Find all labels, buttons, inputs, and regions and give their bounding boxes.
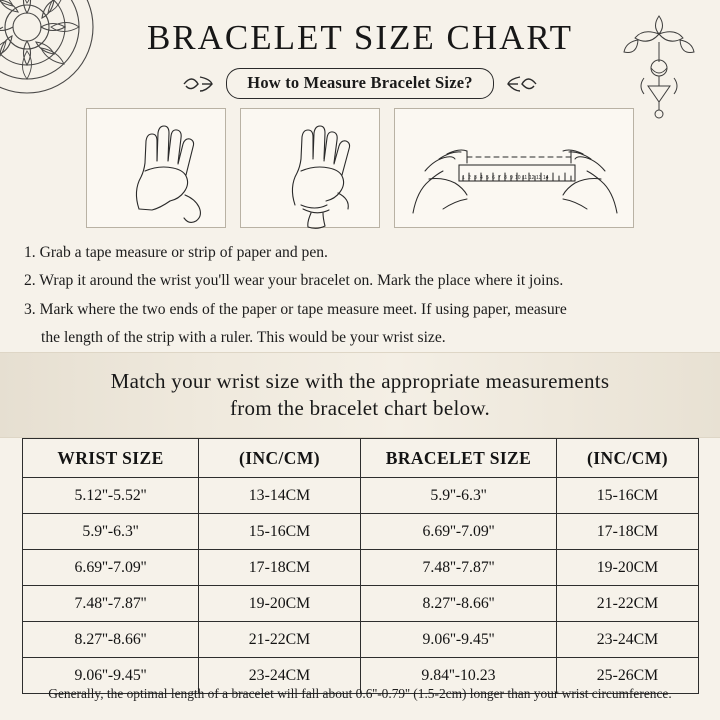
cell-bracelet-cm: 19-20CM bbox=[557, 550, 699, 586]
svg-text:12: 12 bbox=[529, 175, 535, 181]
step-2: 2. Wrap it around the wrist you'll wear your bracelet on. Mark the place where it joins. bbox=[24, 272, 564, 290]
banner-line-1: Match your wrist size with the appropriate measurements bbox=[110, 369, 610, 394]
cell-bracelet-cm: 17-18CM bbox=[557, 514, 699, 550]
banner-line-2: from the bracelet chart below. bbox=[229, 396, 491, 420]
cell-wrist-cm: 23-24CM bbox=[199, 658, 361, 694]
measure-steps bbox=[24, 240, 696, 353]
cell-wrist-cm: 21-22CM bbox=[199, 622, 361, 658]
cell-wrist-inch: 5.9''-6.3'' bbox=[23, 514, 199, 550]
cell-wrist-cm: 19-20CM bbox=[199, 586, 361, 622]
footer-note: Generally, the optimal length of a bracelet will fall about 0.6''-0.79'' (1.5-2cm) longer than your wrist circumference. bbox=[48, 686, 672, 701]
table-header-row bbox=[23, 439, 699, 478]
illustration-row bbox=[0, 108, 720, 228]
svg-text:2: 2 bbox=[468, 175, 471, 181]
cell-wrist-inch: 6.69''-7.09'' bbox=[23, 550, 199, 586]
cell-wrist-inch: 8.27''-8.66'' bbox=[23, 622, 199, 658]
flourish-right-icon bbox=[504, 73, 538, 95]
table-row bbox=[23, 586, 699, 622]
svg-text:14: 14 bbox=[543, 175, 549, 181]
cell-bracelet-cm: 21-22CM bbox=[557, 586, 699, 622]
svg-text:8: 8 bbox=[504, 175, 507, 181]
illustration-hands-measuring-with-ruler bbox=[394, 108, 634, 228]
flourish-left-icon bbox=[182, 73, 216, 95]
subtitle-row bbox=[0, 68, 720, 99]
size-table-wrapper bbox=[22, 438, 698, 694]
svg-text:5: 5 bbox=[486, 175, 489, 181]
table-row bbox=[23, 550, 699, 586]
match-banner bbox=[0, 352, 720, 438]
svg-text:4: 4 bbox=[480, 175, 483, 181]
svg-text:6: 6 bbox=[492, 175, 495, 181]
svg-text:3: 3 bbox=[474, 175, 477, 181]
header-wrist-units: (INC/CM) bbox=[199, 439, 361, 478]
cell-wrist-cm: 15-16CM bbox=[199, 514, 361, 550]
table-row bbox=[23, 478, 699, 514]
size-table bbox=[22, 438, 699, 694]
cell-bracelet-cm: 25-26CM bbox=[557, 658, 699, 694]
header-bracelet-size: BRACELET SIZE bbox=[361, 439, 557, 478]
cell-bracelet-inch: 8.27''-8.66'' bbox=[361, 586, 557, 622]
svg-text:9: 9 bbox=[510, 175, 513, 181]
svg-text:13: 13 bbox=[536, 175, 542, 181]
illustration-hand-with-tape-measure bbox=[86, 108, 226, 228]
table-row bbox=[23, 514, 699, 550]
svg-text:10: 10 bbox=[515, 175, 521, 181]
cell-bracelet-inch: 9.06''-9.45'' bbox=[361, 622, 557, 658]
svg-text:1: 1 bbox=[462, 175, 465, 181]
svg-text:7: 7 bbox=[498, 175, 501, 181]
cell-bracelet-inch: 7.48''-7.87'' bbox=[361, 550, 557, 586]
step-3-continued: the length of the strip with a ruler. This would be your wrist size. bbox=[41, 328, 446, 346]
cell-bracelet-cm: 15-16CM bbox=[557, 478, 699, 514]
header-wrist-size: WRIST SIZE bbox=[23, 439, 199, 478]
cell-bracelet-inch: 9.84''-10.23 bbox=[361, 658, 557, 694]
table-row bbox=[23, 622, 699, 658]
step-1: 1. Grab a tape measure or strip of paper and pen. bbox=[24, 244, 328, 261]
header-bracelet-units: (INC/CM) bbox=[557, 439, 699, 478]
svg-text:11: 11 bbox=[522, 175, 528, 181]
step-3: 3. Mark where the two ends of the paper or tape measure meet. If using paper, measure bbox=[24, 300, 567, 318]
cell-wrist-cm: 17-18CM bbox=[199, 550, 361, 586]
cell-bracelet-inch: 5.9''-6.3'' bbox=[361, 478, 557, 514]
cell-wrist-inch: 5.12''-5.52'' bbox=[23, 478, 199, 514]
illustration-hand-wrapping-wrist bbox=[240, 108, 380, 228]
cell-bracelet-inch: 6.69''-7.09'' bbox=[361, 514, 557, 550]
cell-bracelet-cm: 23-24CM bbox=[557, 622, 699, 658]
cell-wrist-inch: 7.48''-7.87'' bbox=[23, 586, 199, 622]
cell-wrist-cm: 13-14CM bbox=[199, 478, 361, 514]
page-title: BRACELET SIZE CHART bbox=[146, 18, 574, 57]
cell-wrist-inch: 9.06''-9.45'' bbox=[23, 658, 199, 694]
subtitle-pill: How to Measure Bracelet Size? bbox=[226, 68, 493, 99]
